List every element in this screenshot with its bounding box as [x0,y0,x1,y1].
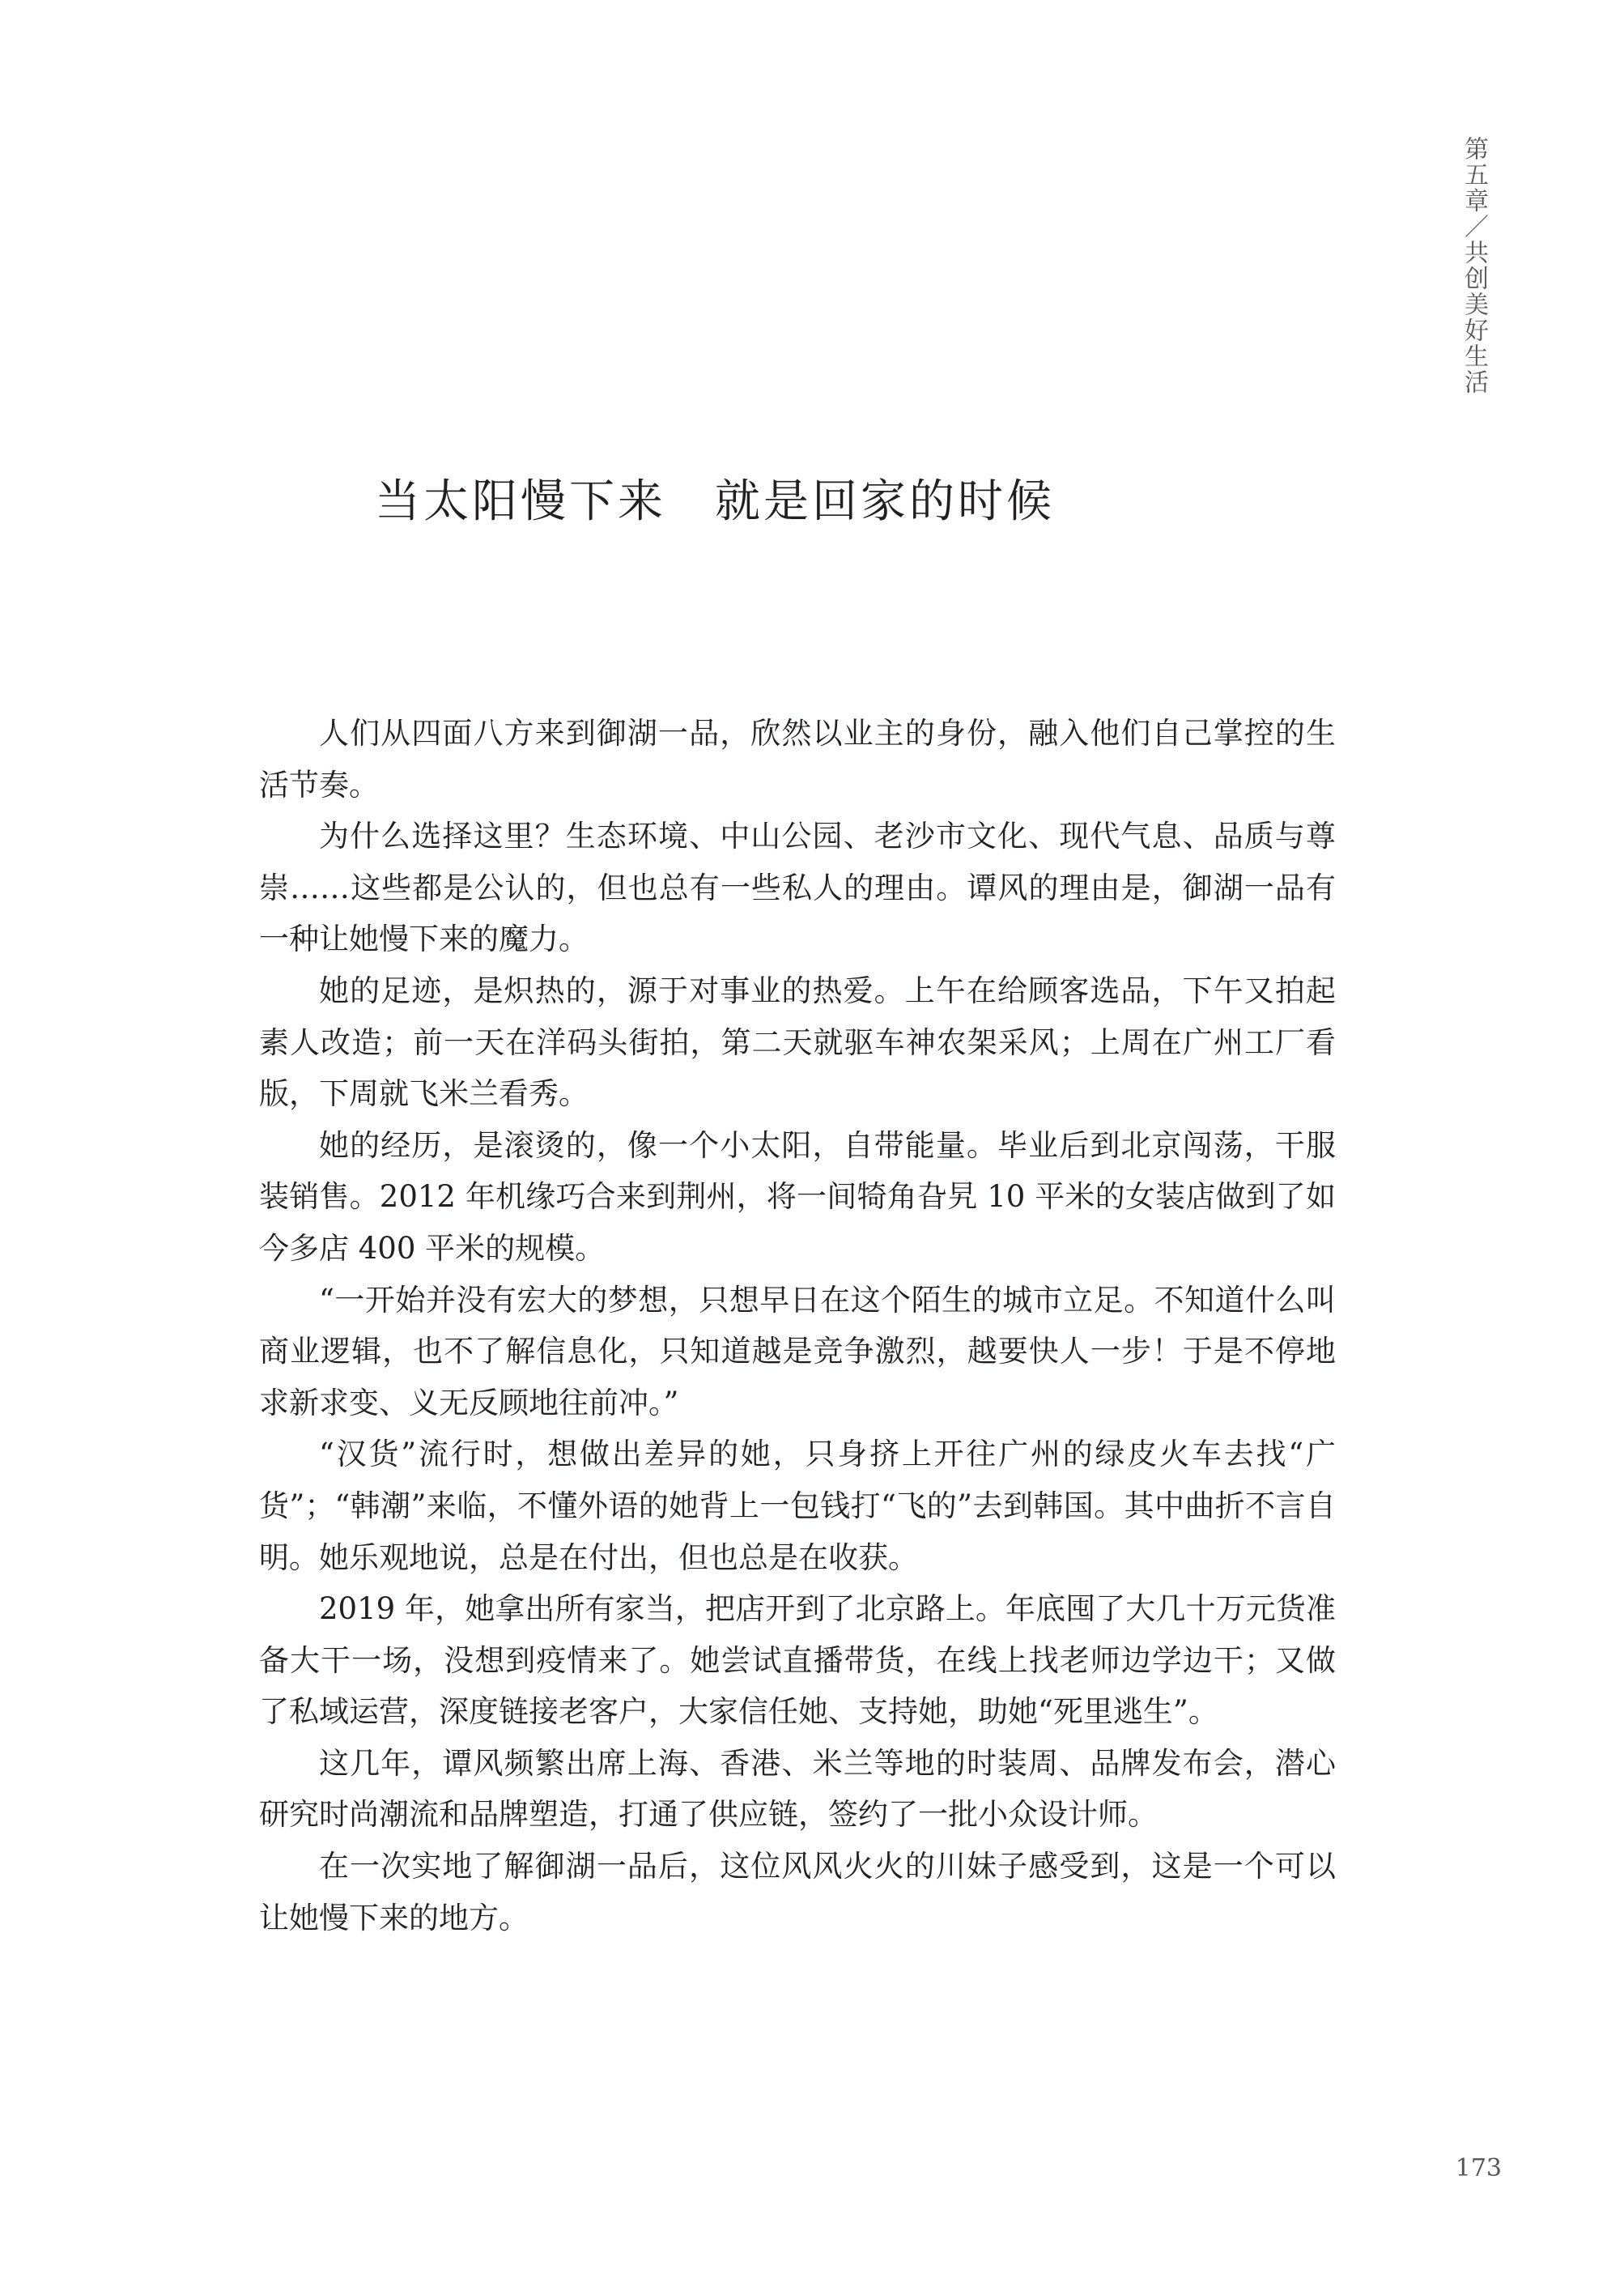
paragraph: 为什么选择这里？生态环境、中山公园、老沙市文化、现代气息、品质与尊崇……这些都是公认的，但也总有一些私人的理由。谭风的理由是，御湖一品有一种让她慢下来的魔力。 [259,819,1336,957]
paragraph: “汉货”流行时，想做出差异的她，只身挤上开往广州的绿皮火车去找“广货”；“韩潮”来临，不懂外语的她背上一包钱打“飞的”去到韩国。其中曲折不言自明。她乐观地说，总是在付出，但也总是在收获。 [259,1437,1336,1575]
article-body [259,708,1336,1944]
page-number: 173 [1455,2154,1502,2182]
article-title: 当太阳慢下来 就是回家的时候 [375,475,1055,528]
paragraph: “一开始并没有宏大的梦想，只想早日在这个陌生的城市立足。不知道什么叫商业逻辑，也不了解信息化，只知道越是竞争激烈，越要快人一步！于是不停地求新求变、义无反顾地往前冲。” [259,1282,1336,1420]
paragraph: 在一次实地了解御湖一品后，这位风风火火的川妹子感受到，这是一个可以让她慢下来的地方。 [259,1849,1336,1935]
running-head-chapter: 第五章／共创美好生活 [1460,136,1488,395]
paragraph: 她的经历，是滚烫的，像一个小太阳，自带能量。毕业后到北京闯荡，干服装销售。2012 年机缘巧合来到荆州，将一间犄角旮旯 10 平米的女装店做到了如今多店 400 平米的规模。 [259,1127,1336,1266]
paragraph: 这几年，谭风频繁出席上海、香港、米兰等地的时装周、品牌发布会，潜心研究时尚潮流和品牌塑造，打通了供应链，签约了一批小众设计师。 [259,1745,1336,1833]
paragraph: 她的足迹，是炽热的，源于对事业的热爱。上午在给顾客选品，下午又拍起素人改造；前一天在洋码头街拍，第二天就驱车神农架采风；上周在广州工厂看版，下周就飞米兰看秀。 [259,973,1336,1112]
paragraph: 2019 年，她拿出所有家当，把店开到了北京路上。年底囤了大几十万元货准备大干一场，没想到疫情来了。她尝试直播带货，在线上找老师边学边干；又做了私域运营，深度链接老客户，大家信任她、支持她，助她“死里逃生”。 [259,1591,1336,1730]
paragraph: 人们从四面八方来到御湖一品，欣然以业主的身份，融入他们自己掌控的生活节奏。 [259,716,1336,803]
